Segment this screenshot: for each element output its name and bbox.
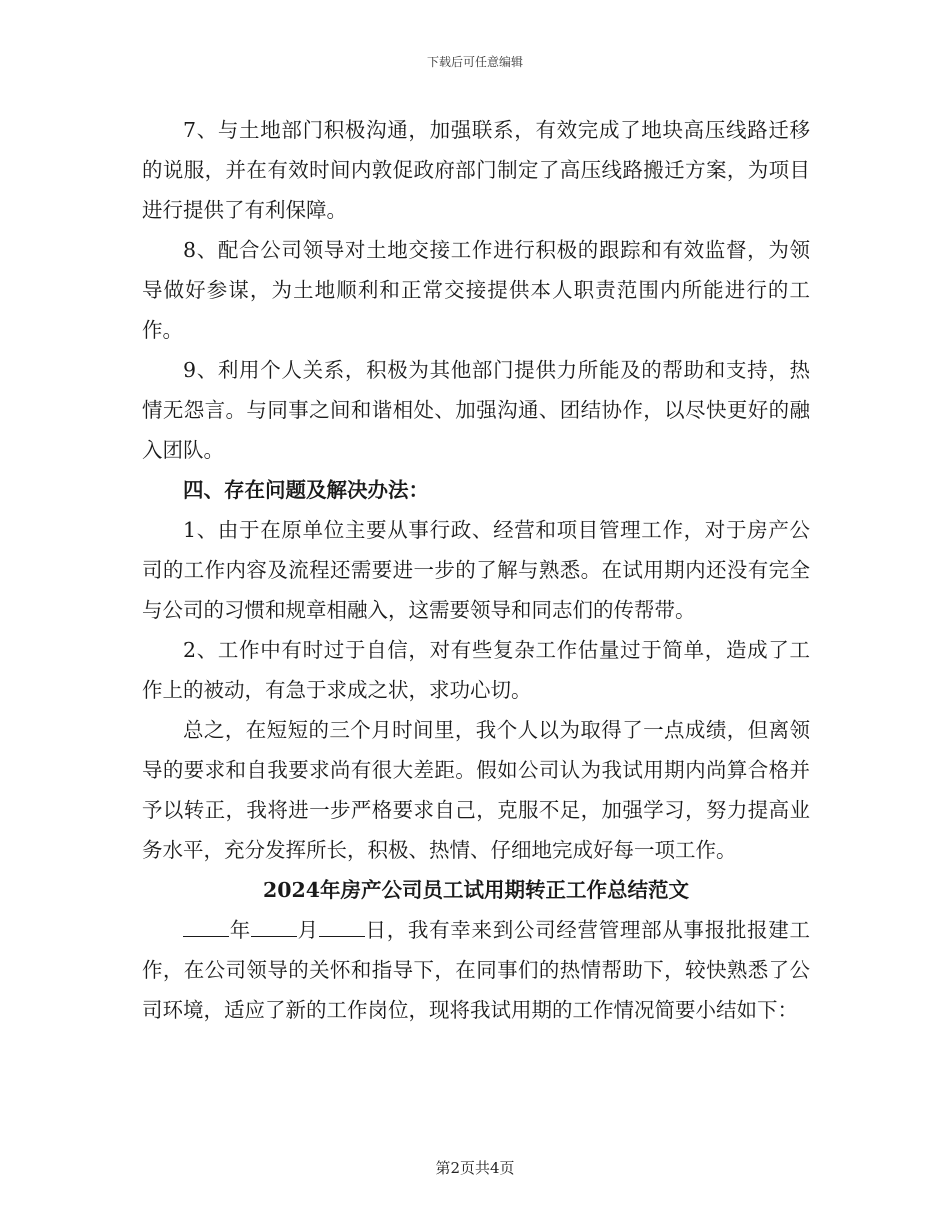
paragraph-intro — [142, 910, 810, 1030]
paragraph-item-9: 9、利用个人关系，积极为其他部门提供力所能及的帮助和支持，热情无怨言。与同事之间和谐相处、加强沟通、团结协作，以尽快更好的融入团队。 — [142, 358, 810, 462]
paragraph-problem-1: 1、由于在原单位主要从事行政、经营和项目管理工作，对于房产公司的工作内容及流程还需要进一步的了解与熟悉。在试用期内还没有完全与公司的习惯和规章相融入，这需要领导和同志们的传帮带。 — [142, 518, 810, 622]
blank-month-field — [251, 918, 297, 937]
paragraph-item-7: 7、与土地部门积极沟通，加强联系，有效完成了地块高压线路迁移的说服，并在有效时间内敦促政府部门制定了高压线路搬迁方案，为项目进行提供了有利保障。 — [142, 118, 810, 222]
intro-month-label: 月 — [296, 918, 319, 942]
paragraph-problem-2: 2、工作中有时过于自信，对有些复杂工作估量过于简单，造成了工作上的被动，有急于求成之状，求功心切。 — [142, 638, 810, 702]
second-document-title: 2024年房产公司员工试用期转正工作总结范文 — [262, 878, 690, 902]
intro-year-label: 年 — [229, 918, 251, 942]
blank-year-field — [183, 918, 229, 937]
paragraph-conclusion: 总之，在短短的三个月时间里，我个人以为取得了一点成绩，但离领导的要求和自我要求尚有很大差距。假如公司认为我试用期内尚算合格并予以转正，我将进一步严格要求自己，克服不足，加强学习，努力提高业务水平，充分发挥所长，积极、热情、仔细地完成好每一项工作。 — [142, 718, 810, 862]
intro-text: 日，我有幸来到公司经营管理部从事报批报建工作，在公司领导的关怀和指导下，在同事们的热情帮助下，较快熟悉了公司环境，适应了新的工作岗位，现将我试用期的工作情况简要小结如下： — [142, 918, 811, 1022]
blank-day-field — [319, 918, 365, 937]
page-footer: 第2页共4页 — [435, 1159, 515, 1177]
document-body — [142, 110, 810, 1030]
paragraph-item-8: 8、配合公司领导对土地交接工作进行积极的跟踪和有效监督，为领导做好参谋，为土地顺利和正常交接提供本人职责范围内所能进行的工作。 — [142, 238, 810, 342]
page-header: 下载后可任意编辑 — [426, 55, 523, 69]
section-heading-problems: 四、存在问题及解决办法： — [183, 478, 429, 502]
